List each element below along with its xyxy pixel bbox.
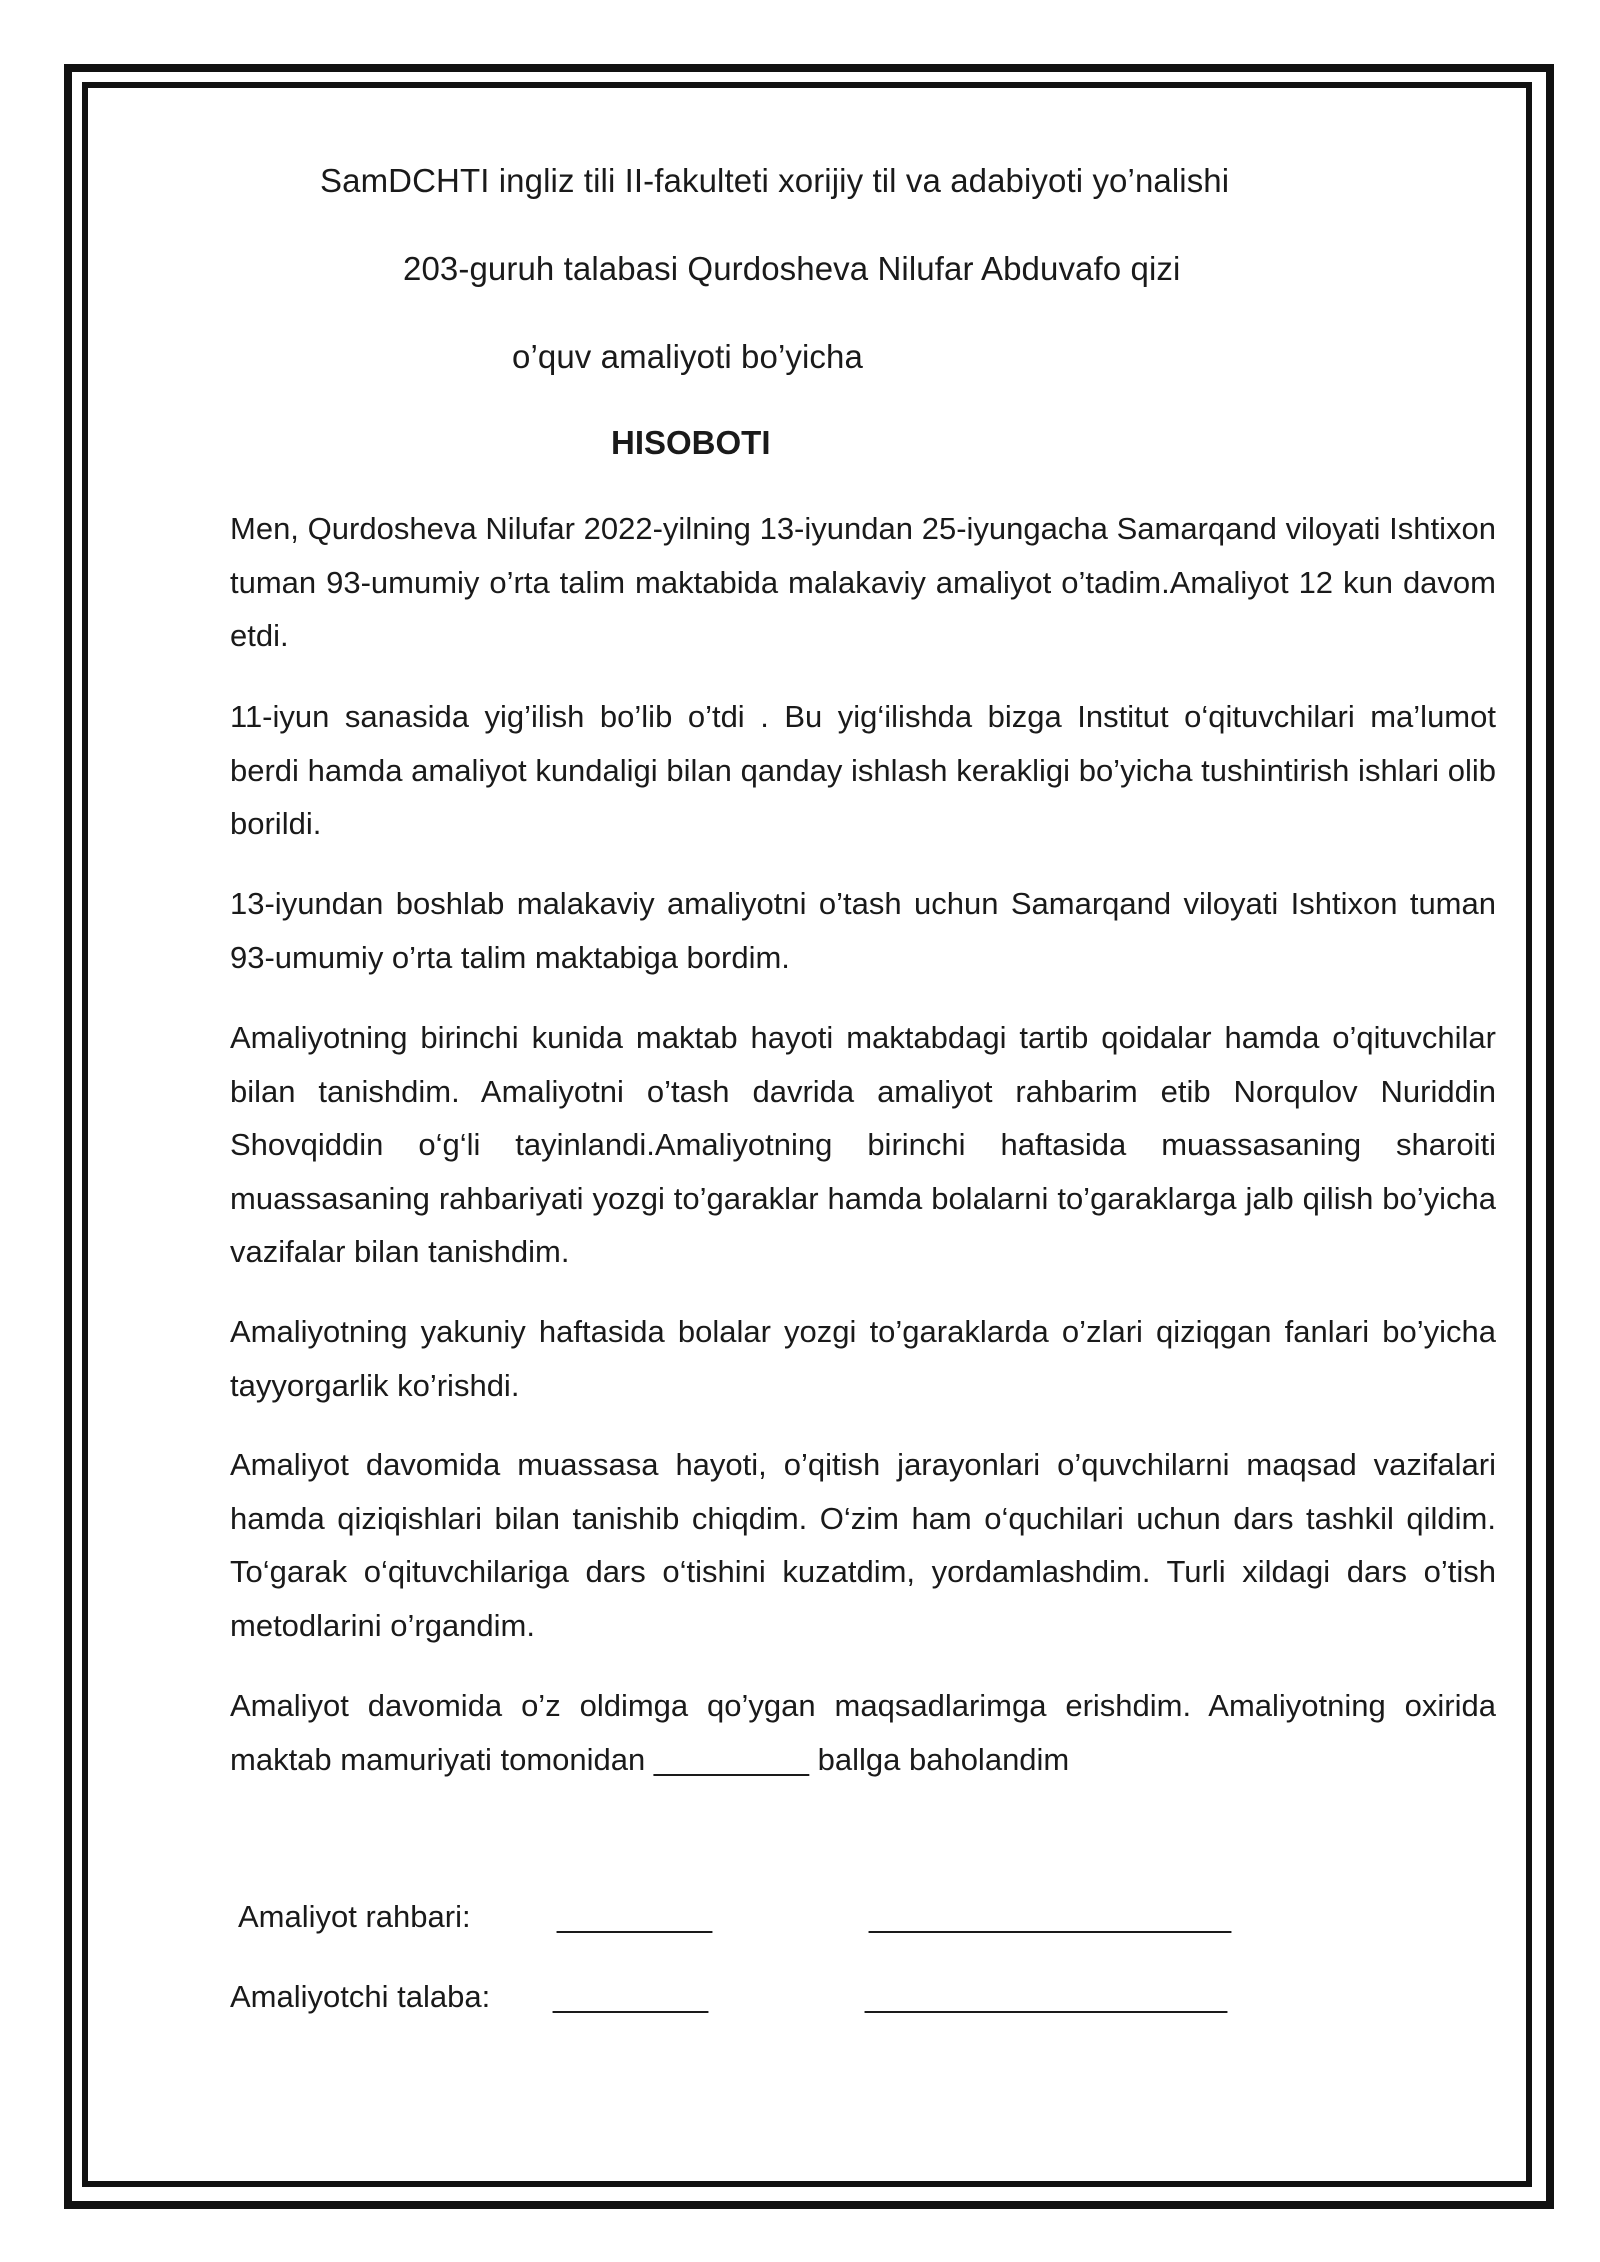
paragraph-5: Amaliyotning yakuniy haftasida bolalar yozgi to’garaklarda o’zlari qiziqgan fanlari bo’yicha tayyorgarlik ko’rishdi. — [230, 1314, 1496, 1403]
paragraph-7: Amaliyot davomida o’z oldimga qo’ygan maqsadlarimga erishdim. Amaliyotning oxirida maktab mamuriyati tomonidan _________ ballga baholandim — [230, 1688, 1496, 1777]
paragraph-6: Amaliyot davomida muassasa hayoti, o’qitish jarayonlari o’quvchilarni maqsad vazifalari hamda qiziqishlari bilan tanishib chiqdim. O‘zim ham o‘quchilari uchun dars tashkil qildim. To‘garak o‘qituvchilariga dars o‘tishini kuzatdim, yordamlashdim. Turli xildagi dars o’tish metodlarini o’rgandim. — [230, 1447, 1496, 1643]
student-label: Amaliyotchi talaba: — [230, 1979, 491, 2014]
supervisor-signature-blank: _________ — [557, 1899, 713, 1934]
student-signature-blank: _________ — [553, 1979, 709, 2014]
header-line-2: 203-guruh talabasi Qurdosheva Nilufar Abduvafo qizi — [403, 250, 1181, 287]
paragraph-2: 11-iyun sanasida yig’ilish bo’lib o’tdi . Bu yig‘ilishda bizga Institut o‘qituvchilari ma’lumot berdi hamda amaliyot kundaligi bilan qanday ishlash kerakligi bo’yicha tushintirish ishlari olib borildi. — [230, 699, 1496, 841]
student-name-blank: _____________________ — [865, 1979, 1228, 2014]
paragraph-3: 13-iyundan boshlab malakaviy amaliyotni o’tash uchun Samarqand viloyati Ishtixon tuman 93-umumiy o’rta talim maktabiga bordim. — [230, 886, 1496, 975]
header-line-1: SamDCHTI ingliz tili II-fakulteti xorijiy til va adabiyoti yo’nalishi — [320, 162, 1230, 199]
supervisor-name-blank: _____________________ — [869, 1899, 1232, 1934]
paragraph-1: Men, Qurdosheva Nilufar 2022-yilning 13-iyundan 25-iyungacha Samarqand viloyati Ishtixon tuman 93-umumiy o’rta talim maktabida malakaviy amaliyot o’tadim.Amaliyot 12 kun davom etdi. — [230, 511, 1496, 653]
paragraph-4: Amaliyotning birinchi kunida maktab hayoti maktabdagi tartib qoidalar hamda o’qituvchilar bilan tanishdim. Amaliyotni o’tash davrida amaliyot rahbarim etib Norqulov Nuriddin Shovqiddin o‘g‘li tayinlandi.Amaliyotning birinchi haftasida muassasaning sharoiti muassasaning rahbariyati yozgi to’garaklar hamda bolalarni to’garaklarga jalb qilish bo’yicha vazifalar bilan tanishdim. — [230, 1020, 1496, 1269]
supervisor-label: Amaliyot rahbari: — [238, 1899, 471, 1934]
header-line-3: o’quv amaliyoti bo’yicha — [512, 338, 863, 375]
document-title: HISOBOTI — [611, 424, 771, 461]
